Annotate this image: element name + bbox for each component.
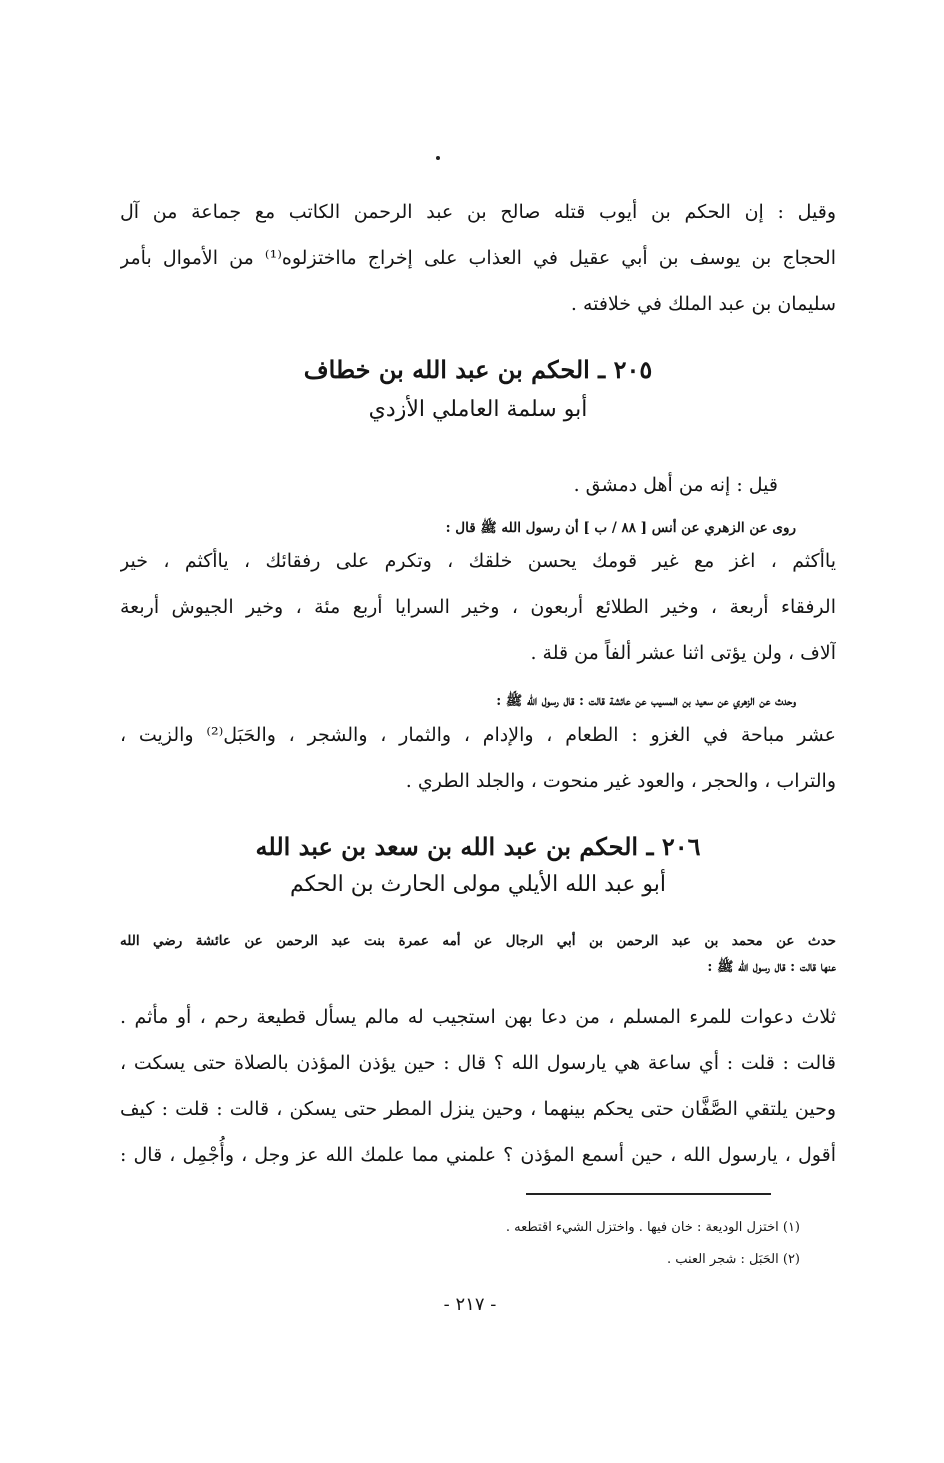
entry-205-hadith-1 [120, 538, 836, 676]
entry-205-isnad-2 [120, 688, 836, 714]
isnad-line: روى عن الزهري عن أنس [ ٨٨ / ب ] أن رسول الله ﷺ قال : [445, 520, 796, 536]
footnote-divider [526, 1193, 771, 1195]
entry-205-origin [120, 462, 836, 508]
intro-line: الحجاج بن يوسف بن أبي عقيل في العذاب على إخراج مااختزلوه⁽¹⁾ من الأموال بأمر [120, 247, 836, 269]
entry-205-hadith-2 [120, 712, 836, 804]
entry-205-title: ٢٠٥ ـ الحكم بن عبد الله بن خطاف [303, 355, 653, 384]
hadith-line: وحين يلتقي الصَّفَّان حتى يحكم بينهما ، وحين ينزل المطر حتى يسكن ، قالت : قلت : كيف [120, 1098, 836, 1120]
hadith-line: عشر مباحة في الغزو : الطعام ، والإدام ، والثمار ، والشجر ، والحَبَل⁽²⁾ والزيت ، [120, 724, 836, 746]
footnote-2: (٢) الحَبَل : شجر العنب . [666, 1252, 800, 1267]
footnote-1: (١) اختزل الوديعة : خان فيها . واختزل الشيء اقتطعه . [505, 1220, 800, 1235]
origin-line: قيل : إنه من أهل دمشق . [573, 474, 778, 496]
isnad-line: وحدث عن الزهري عن سعيد بن المسيب عن عائشة قالت : قال رسول الله ﷺ : [496, 693, 796, 709]
entry-206-hadith [120, 994, 836, 1178]
hadith-line: آلاف ، ولن يؤتى اثنا عشر ألفاً من قلة . [530, 642, 836, 664]
entry-205-subtitle: أبو سلمة العاملي الأزدي [368, 397, 588, 422]
isnad-line: عنها قالت : قال رسول الله ﷺ : [707, 959, 836, 975]
hadith-line: الرفقاء أربعة ، وخير الطلائع أربعون ، وخير السرايا أربع مئة ، وخير الجيوش أربعة [120, 596, 836, 618]
entry-206-isnad [120, 928, 836, 980]
intro-line: سليمان بن عبد الملك في خلافته . [570, 293, 836, 315]
entry-206-subtitle: أبو عبد الله الأيلي مولى الحارث بن الحكم [289, 872, 667, 897]
isnad-line: حدث عن محمد بن عبد الرحمن بن أبي الرجال عن أمه عمرة بنت عبد الرحمن عن عائشة رضي الله [120, 933, 836, 949]
hadith-line: ثلاث دعوات للمرء المسلم ، من دعا بهن استجيب له مالم يسأل قطيعة رحم ، أو مأثم . [120, 1006, 836, 1028]
hadith-line: والتراب ، والحجر ، والعود غير منحوت ، والجلد الطري . [405, 770, 836, 792]
hadith-line: قالت : قلت : أي ساعة هي يارسول الله ؟ قال : حين يؤذن المؤذن بالصلاة حتى يسكت ، [120, 1052, 836, 1074]
top-mark [436, 156, 440, 160]
page-number: - ٢١٧ - [443, 1294, 497, 1315]
hadith-line: ياأكثم ، اغز مع غير قومك يحسن خلقك ، وتكرم على رفقائك ، ياأكثم ، خير [120, 550, 836, 572]
entry-206-title: ٢٠٦ ـ الحكم بن عبد الله بن سعد بن عبد الله [255, 832, 701, 861]
intro-paragraph [120, 189, 836, 327]
hadith-line: أقول ، يارسول الله ، حين أسمع المؤذن ؟ علمني مما علمك الله عز وجل ، وأُجْمِل ، قال : [120, 1144, 836, 1166]
intro-line: وقيل : إن الحكم بن أيوب قتله صالح بن عبد الرحمن الكاتب مع جماعة من آل [120, 201, 836, 223]
